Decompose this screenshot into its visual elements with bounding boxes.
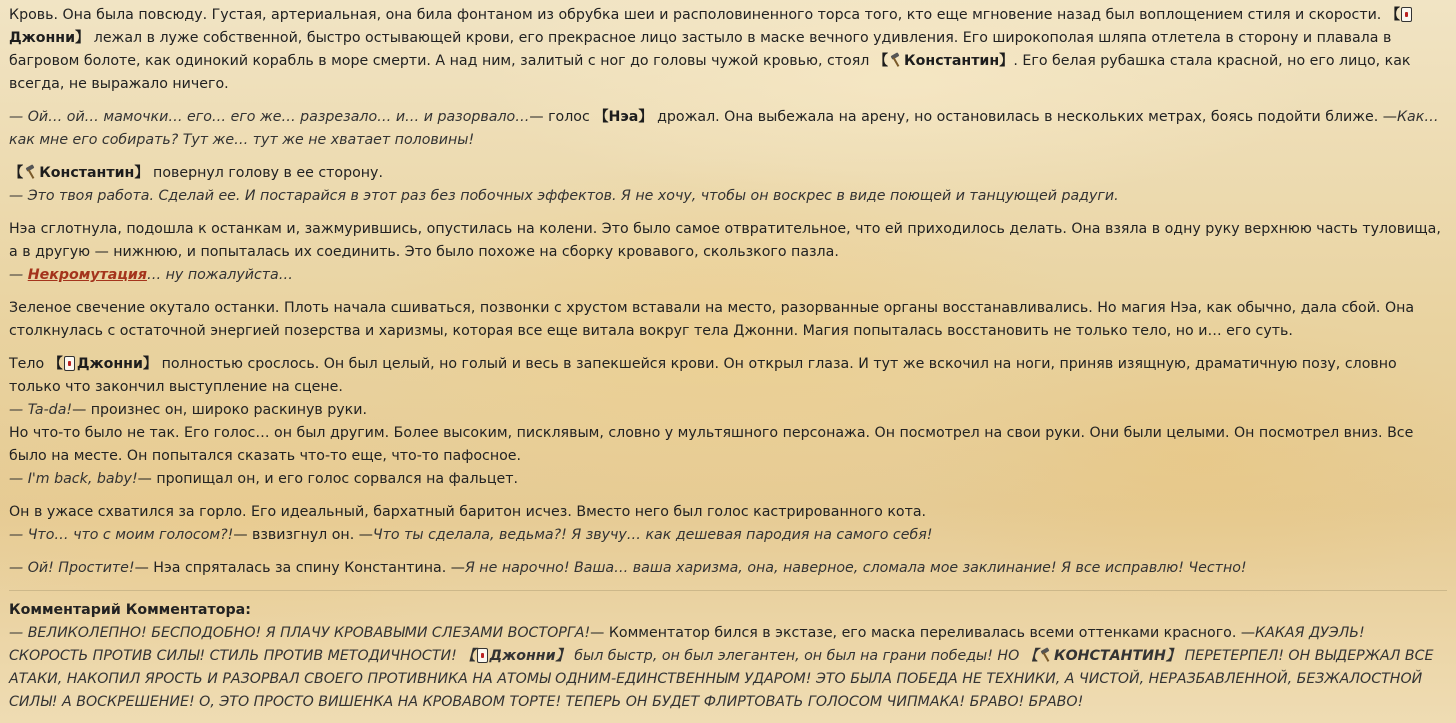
paragraph-5: Зеленое свечение окутало останки. Плоть начала сшиваться, позвонки с хрустом вставали на место, разорванные органы восстанавливались. Но магия Нэа, как обычно, дала сбой. Она столкнулась с остаточной энергией позерства и харизмы, которая все еще витала вокруг тела Джонни. Магия попыталась восстановить не только тело, но и… его суть. xyxy=(9,300,1415,339)
divider xyxy=(9,590,1447,591)
character-tag-nea: 【Нэа】 xyxy=(594,109,653,125)
paragraph-6: Тело 【 Джонни】 полностью срослось. Он был целый, но голый и весь в запекшейся крови. Он открыл глаза. И тут же вскочил на ноги, приняв изящную, драматичную позу, словно только что закончил выступление на сцене. — Ta-da!— произнес он, широко раскинув руки. Но что-то было не так. Его голос… он был другим. Более высоким, писклявым, словно у мультяшного персонажа. Он посмотрел на свои руки. Они были целыми. Он посмотрел вниз. Все было на месте. Он попытался сказать что-то еще, что-то пафосное. — I'm back, baby!— пропищал он, и его голос сорвался на фальцет. xyxy=(9,356,1414,487)
paragraph-8: — Ой! Простите!— Нэа спряталась за спину Константина. —Я не нарочно! Ваша… ваша харизма, она, наверное, сломала мое заклинание! Я все исправлю! Честно! xyxy=(9,560,1247,576)
commentator-heading: Комментарий Комментатора: xyxy=(9,602,251,618)
character-tag-johnny: 【 Джонни】 xyxy=(461,648,570,664)
character-tag-konstantin: 【 Константин】 xyxy=(9,165,149,181)
paragraph-3: 【 Константин】 повернул голову в ее сторону. — Это твоя работа. Сделай ее. И постарайся в этот раз без побочных эффектов. Я не хочу, чтобы он воскрес в виде поющей и танцующей радуги. xyxy=(9,165,1119,204)
character-tag-johnny: 【Джонни】 xyxy=(9,7,1414,46)
character-tag-konstantin: 【 КОНСТАНТИН】 xyxy=(1023,648,1181,664)
spell-link-necromutation[interactable]: Некромутация xyxy=(27,267,147,283)
paragraph-2: — Ой… ой… мамочки… его… его же… разрезало… и… и разорвало…— голос 【Нэа】 дрожал. Она выбежала на арену, но остановилась в нескольких метрах, боясь подойти ближе. —Как… как мне его собирать? Тут же… тут же не хватает половины! xyxy=(9,109,1439,148)
hammer-icon xyxy=(889,52,903,68)
commentator-paragraph: — ВЕЛИКОЛЕПНО! БЕСПОДОБНО! Я ПЛАЧУ КРОВАВЫМИ СЛЕЗАМИ ВОСТОРГА!— Комментатор бился в экстазе, его маска переливалась всеми оттенками красного. —КАКАЯ ДУЭЛЬ! СКОРОСТЬ ПРОТИВ СИЛЫ! СТИЛЬ ПРОТИВ МЕТОДИЧНОСТИ! 【 Джонни】 был быстр, он был элегантен, он был на грани победы! НО 【 КОНСТАНТИН】 ПЕРЕТЕРПЕЛ! ОН ВЫДЕРЖАЛ ВСЕ АТАКИ, НАКОПИЛ ЯРОСТЬ И РАЗОРВАЛ СВОЕГО ПРОТИВНИКА НА АТОМЫ ОДНИМ-ЕДИНСТВЕННЫМ УДАРОМ! ЭТО БЫЛА ПОБЕДА НЕ ТЕХНИКИ, А ЧИСТОЙ, НЕРАЗБАВЛЕННОЙ, БЕЗЖАЛОСТНОЙ СИЛЫ! А ВОСКРЕШЕНИЕ! О, ЭТО ПРОСТО ВИШЕНКА НА КРОВАВОМ ТОРТЕ! ТЕПЕРЬ ОН БУДЕТ ФЛИРТОВАТЬ ГОЛОСОМ ЧИПМАКА! БРАВО! БРАВО! xyxy=(9,625,1434,710)
card-icon xyxy=(64,356,75,371)
hammer-icon xyxy=(24,164,38,180)
character-tag-konstantin: 【 Константин】 xyxy=(873,53,1014,69)
paragraph-7: Он в ужасе схватился за горло. Его идеальный, бархатный баритон исчез. Вместо него был голос кастрированного кота. — Что… что с моим голосом?!— взвизгнул он. —Что ты сделала, ведьма?! Я звучу… как дешевая пародия на самого себя! xyxy=(9,504,933,543)
paragraph-1: Кровь. Она была повсюду. Густая, артериальная, она била фонтаном из обрубка шеи и располовиненного торса того, кто еще мгновение назад был воплощением стиля и скорости. 【Джонни】 лежал в луже собственной, быстро остывающей крови, его прекрасное лицо застыло в маске вечного удивления. Его широкополая шляпа отлетела в сторону и плавала в багровом болоте, как одинокий корабль в море смерти. А над ним, залитый с ног до головы чужой кровью, стоял 【 Константин】. Его белая рубашка стала красной, но его лицо, как всегда, не выражало ничего. xyxy=(9,4,1447,96)
paragraph-4: Нэа сглотнула, подошла к останкам и, зажмурившись, опустилась на колени. Это было самое отвратительное, что ей приходилось делать. Она взяла в одну руку верхнюю часть туловища, а в другую — нижнюю, и попыталась их соединить. Это было похоже на сборку кровавого, скользкого пазла. — Некромутация… ну пожалуйста… xyxy=(9,221,1441,283)
character-tag-johnny: 【 Джонни】 xyxy=(48,356,158,372)
card-icon xyxy=(477,648,488,663)
hammer-icon xyxy=(1039,647,1053,663)
card-icon xyxy=(1401,7,1412,22)
